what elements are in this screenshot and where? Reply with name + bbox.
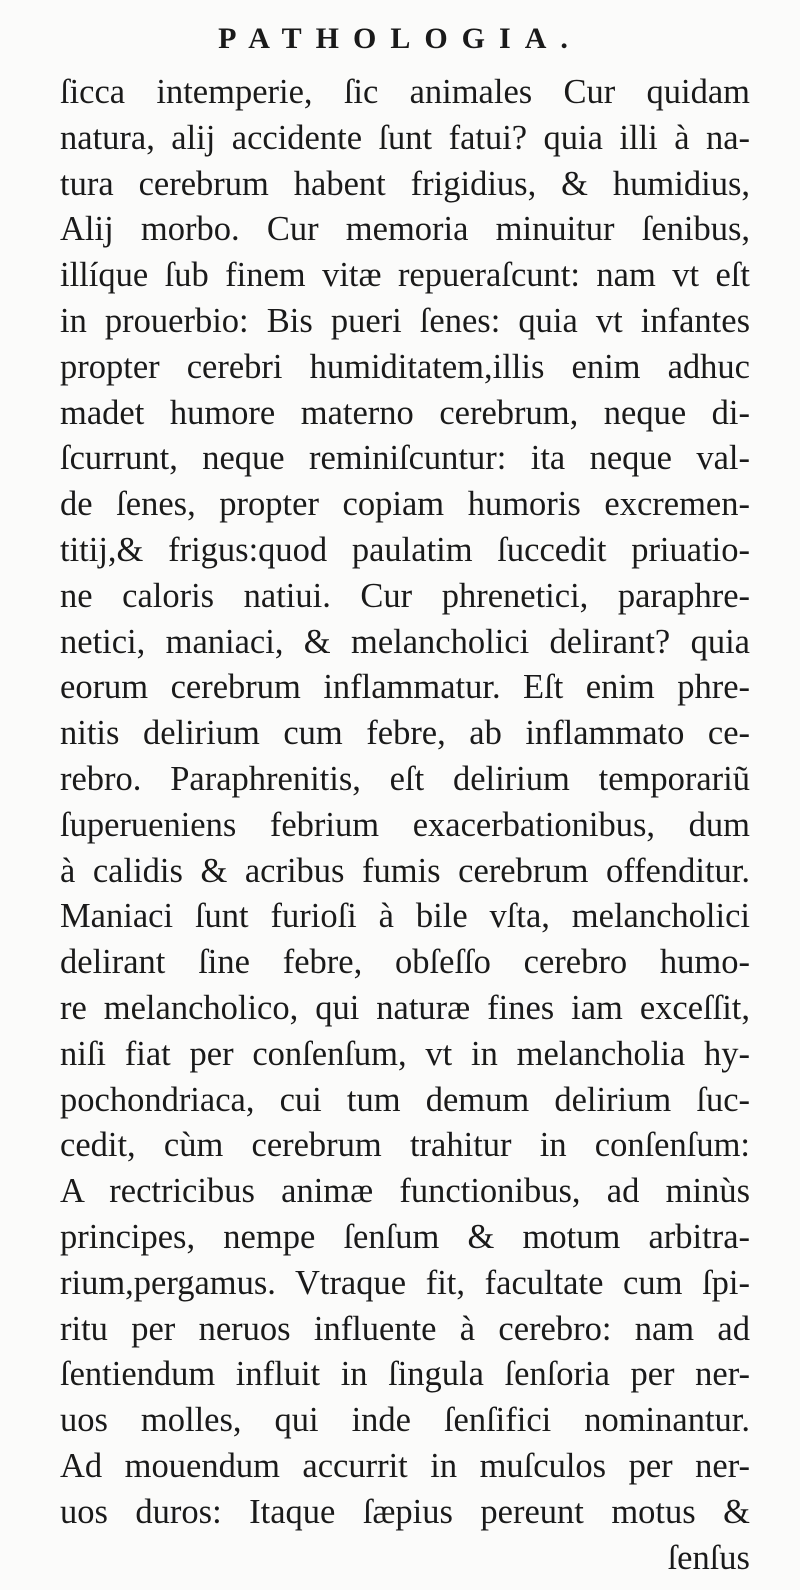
- text-line: illíque ſub finem vitæ repueraſcunt: nam vt eſt: [60, 256, 750, 295]
- text-line: ne caloris natiui. Cur phrenetici, paraphre-: [60, 576, 750, 615]
- text-line: ſuperueniens febrium exacerbationibus, dum: [60, 805, 750, 844]
- running-title: PATHOLOGIA.: [218, 22, 582, 55]
- text-line: Maniaci ſunt furioſi à bile vſta, melancholici: [60, 897, 750, 936]
- text-line: rium,pergamus. Vtraque fit, facultate cum ſpi-: [60, 1263, 750, 1302]
- text-line: ſicca intemperie, ſic animales Cur quidam: [60, 73, 750, 111]
- text-line: ſcurrunt, neque reminiſcuntur: ita neque val-: [60, 439, 750, 478]
- text-line: titij,& frigus:quod paulatim ſuccedit priuatio-: [60, 530, 750, 569]
- text-line: à calidis & acribus fumis cerebrum offenditur.: [60, 851, 750, 890]
- text-line: natura, alij accidente ſunt fatui? quia illi à na-: [60, 118, 750, 157]
- text-line: pochondriaca, cui tum demum delirium ſuc-: [60, 1080, 750, 1119]
- text-line: Alij morbo. Cur memoria minuitur ſenibus,: [60, 210, 750, 249]
- text-line: ſentiendum influit in ſingula ſenſoria per ner-: [60, 1355, 750, 1394]
- text-line: rebro. Paraphrenitis, eſt delirium temporariũ: [60, 759, 750, 798]
- text-line: propter cerebri humiditatem,illis enim adhuc: [60, 347, 750, 386]
- text-line: tura cerebrum habent frigidius, & humidius,: [60, 164, 750, 203]
- text-line: principes, nempe ſenſum & motum arbitra-: [60, 1217, 750, 1256]
- text-line: uos molles, qui inde ſenſifici nominantur.: [60, 1401, 750, 1440]
- text-line: ritu per neruos influente à cerebro: nam ad: [60, 1309, 750, 1348]
- text-line: nitis delirium cum febre, ab inflammato ce-: [60, 714, 750, 753]
- text-line: madet humore materno cerebrum, neque di-: [60, 393, 750, 432]
- body-text: [60, 70, 750, 1581]
- text-line: de ſenes, propter copiam humoris excremen-: [60, 485, 750, 524]
- text-line: netici, maniaci, & melancholici delirant? quia: [60, 622, 750, 661]
- text-line: in prouerbio: Bis pueri ſenes: quia vt infantes: [60, 301, 750, 340]
- text-line: cedit, cùm cerebrum trahitur in conſenſum:: [60, 1126, 750, 1165]
- catchword: ſenſus: [667, 1538, 750, 1577]
- text-line: uos duros: Itaque ſæpius pereunt motus &: [60, 1492, 750, 1531]
- text-line: delirant ſine febre, obſeſſo cerebro humo-: [60, 943, 750, 982]
- text-line: eorum cerebrum inflammatur. Eſt enim phre-: [60, 668, 750, 707]
- text-line: Ad mouendum accurrit in muſculos per ner-: [60, 1446, 750, 1485]
- text-line: re melancholico, qui naturæ fines iam exceſſit,: [60, 988, 750, 1027]
- text-line: A rectricibus animæ functionibus, ad minùs: [60, 1172, 750, 1211]
- text-line: niſi fiat per conſenſum, vt in melancholia hy-: [60, 1034, 750, 1073]
